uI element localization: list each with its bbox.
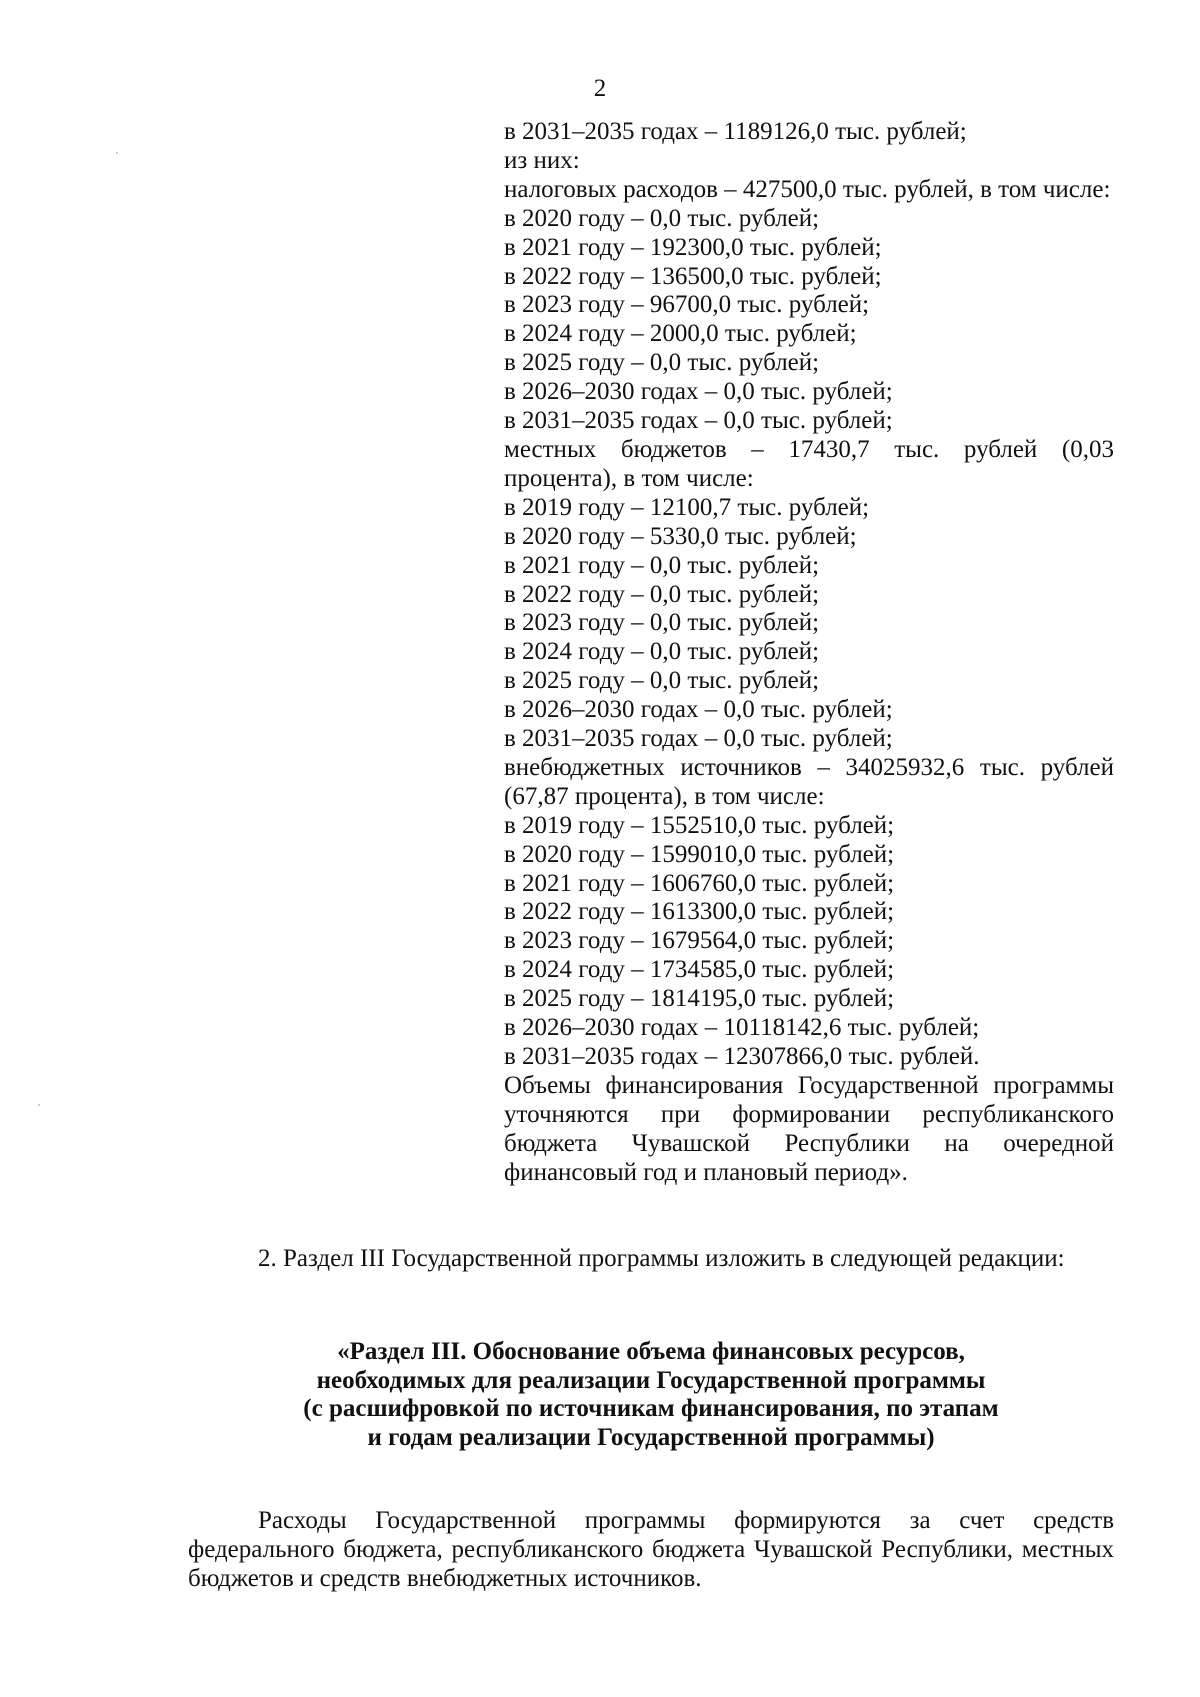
list-item: в 2023 году – 96700,0 тыс. рублей; — [504, 291, 870, 319]
body-paragraph: Расходы Государственной программы формируются за счет средств федерального бюджета, республиканского бюджета Чувашской Республики, местных бюджетов и средств внебюджетных источников. — [188, 1507, 1114, 1592]
financing-volumes-column — [504, 118, 1114, 1188]
list-item: в 2020 году – 0,0 тыс. рублей; — [504, 204, 820, 232]
heading-line: и годам реализации Государственной программы) — [367, 1423, 935, 1451]
text-line: в 2031–2035 годах – 1189126,0 тыс. рублей; — [504, 118, 967, 145]
list-item: в 2022 году – 1613300,0 тыс. рублей; — [504, 898, 895, 926]
page-number: 2 — [593, 75, 607, 102]
scan-speck — [116, 152, 118, 154]
list-item: в 2020 году – 1599010,0 тыс. рублей; — [504, 840, 895, 868]
list-item: в 2031–2035 годах – 12307866,0 тыс. рублей. — [504, 1043, 980, 1070]
list-item: в 2025 году – 0,0 тыс. рублей; — [504, 667, 820, 695]
tax-expenses-total: налоговых расходов – 427500,0 тыс. рублей, в том числе: — [504, 175, 1111, 203]
list-item: в 2026–2030 годах – 0,0 тыс. рублей; — [504, 696, 893, 724]
amendment-item-2: 2. Раздел III Государственной программы изложить в следующей редакции: — [258, 1245, 1065, 1272]
list-item: в 2020 году – 5330,0 тыс. рублей; — [504, 522, 857, 550]
list-item: в 2021 году – 192300,0 тыс. рублей; — [504, 233, 882, 261]
closing-paragraph: Объемы финансирования Государственной программы уточняются при формировании республиканского бюджета Чувашской Республики на очередной финансовый год и плановый период». — [504, 1071, 1114, 1186]
section-heading — [188, 1338, 1114, 1452]
heading-line: «Раздел III. Обоснование объема финансовых ресурсов, — [337, 1338, 965, 1365]
list-item: в 2019 году – 1552510,0 тыс. рублей; — [504, 811, 895, 839]
list-item: в 2022 году – 0,0 тыс. рублей; — [504, 580, 820, 608]
extrabudget-sources-total: внебюджетных источников – 34025932,6 тыс. рублей (67,87 процента), в том числе: — [504, 753, 1114, 810]
heading-line: (с расшифровкой по источникам финансирования, по этапам — [303, 1395, 999, 1422]
list-item: в 2024 году – 0,0 тыс. рублей; — [504, 638, 820, 666]
list-item: в 2026–2030 годах – 10118142,6 тыс. рублей; — [504, 1014, 980, 1042]
scan-speck — [38, 1104, 40, 1106]
text-line: из них: — [504, 146, 580, 174]
list-item: в 2024 году – 1734585,0 тыс. рублей; — [504, 956, 895, 984]
list-item: в 2031–2035 годах – 0,0 тыс. рублей; — [504, 725, 893, 753]
extrabudget-years-list — [504, 812, 1114, 1072]
list-item: в 2023 году – 0,0 тыс. рублей; — [504, 609, 820, 637]
heading-line: необходимых для реализации Государственной программы — [316, 1366, 986, 1394]
list-item: в 2021 году – 1606760,0 тыс. рублей; — [504, 869, 895, 897]
local-budgets-total: местных бюджетов – 17430,7 тыс. рублей (0,03 процента), в том числе: — [504, 435, 1114, 492]
list-item: в 2024 году – 2000,0 тыс. рублей; — [504, 320, 857, 348]
list-item: в 2022 году – 136500,0 тыс. рублей; — [504, 262, 882, 290]
list-item: в 2025 году – 1814195,0 тыс. рублей; — [504, 985, 895, 1013]
list-item: в 2025 году – 0,0 тыс. рублей; — [504, 349, 820, 377]
local-budgets-years-list — [504, 494, 1114, 754]
tax-expenses-years-list — [504, 205, 1114, 436]
list-item: в 2026–2030 годах – 0,0 тыс. рублей; — [504, 378, 893, 406]
list-item: в 2023 году – 1679564,0 тыс. рублей; — [504, 927, 895, 955]
list-item: в 2021 году – 0,0 тыс. рублей; — [504, 551, 820, 579]
list-item: в 2031–2035 годах – 0,0 тыс. рублей; — [504, 407, 893, 435]
list-item: в 2019 году – 12100,7 тыс. рублей; — [504, 493, 870, 521]
